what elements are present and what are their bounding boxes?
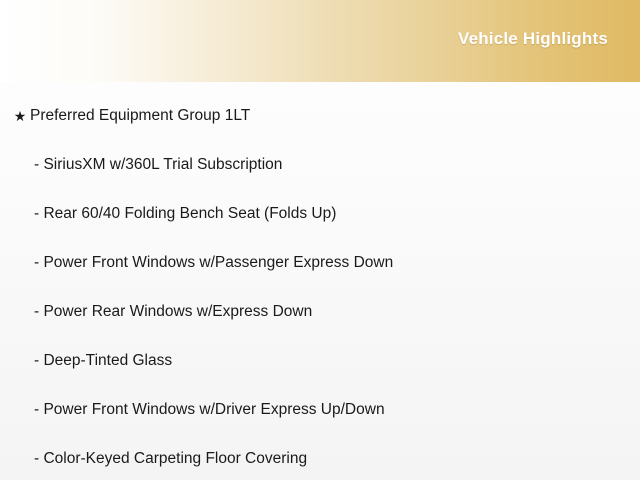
list-item [0, 194, 640, 243]
highlight-text: - SiriusXM w/360L Trial Subscription [34, 156, 283, 173]
highlight-text: - Power Rear Windows w/Express Down [34, 303, 313, 320]
star-icon: ★ [13, 108, 27, 124]
highlight-text: - Rear 60/40 Folding Bench Seat (Folds Up) [34, 205, 337, 222]
list-item [0, 439, 640, 488]
highlights-list [0, 82, 640, 488]
list-item [0, 96, 640, 145]
list-item [0, 145, 640, 194]
list-item [0, 341, 640, 390]
highlight-text: - Power Front Windows w/Passenger Express Down [34, 254, 394, 271]
list-item [0, 390, 640, 439]
highlight-text: - Deep-Tinted Glass [34, 352, 173, 369]
header-band [0, 0, 640, 82]
page-title: Vehicle Highlights [457, 29, 608, 48]
highlight-text: Preferred Equipment Group 1LT [30, 107, 251, 124]
highlight-text: - Color-Keyed Carpeting Floor Covering [34, 450, 308, 467]
list-item [0, 243, 640, 292]
list-item [0, 292, 640, 341]
highlight-text: - Power Front Windows w/Driver Express Up/Down [34, 401, 385, 418]
